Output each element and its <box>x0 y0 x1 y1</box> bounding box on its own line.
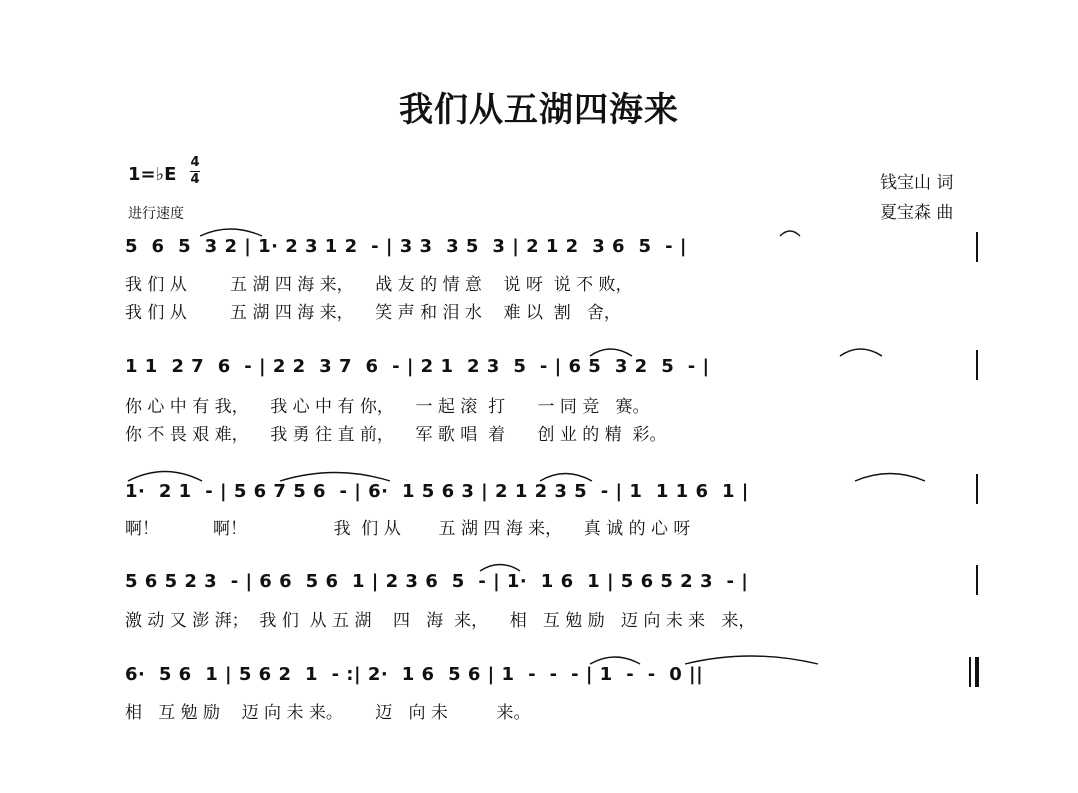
lyricist-credit: 钱宝山 词 <box>880 173 954 193</box>
lyric-line-1-verse-2: 我 们 从 五 湖 四 海 来， 笑 声 和 泪 水 难 以 割 舍， <box>125 303 621 323</box>
notation-line-3: 1· 2 1 - | 5 6 7 5 6 - | 6· 1 5 6 3 | 2 1 2 3 5 - | 1 1 1 6 1 | <box>125 481 749 502</box>
time-signature-bottom: 4 <box>190 172 200 187</box>
notation-line-4: 5 6 5 2 3 - | 6 6 5 6 1 | 2 3 6 5 - | 1· 1 6 1 | 5 6 5 2 3 - | <box>125 571 749 592</box>
lyric-line-4: 激 动 又 澎 湃； 我 们 从 五 湖 四 海 来， 相 互 勉 励 迈 向 未 来 来， <box>125 611 756 631</box>
time-signature-top: 4 <box>190 155 200 170</box>
notation-line-5: 6· 5 6 1 | 5 6 2 1 - :| 2· 1 6 5 6 | 1 - - - | 1 - - 0 || <box>125 664 704 685</box>
song-title: 我们从五湖四海来 <box>399 90 679 130</box>
lyric-line-3: 啊！ 啊！ 我 们 从 五 湖 四 海 来， 真 诚 的 心 呀 <box>125 519 691 539</box>
lyric-line-2-verse-2: 你 不 畏 艰 难， 我 勇 往 直 前， 军 歌 唱 着 创 业 的 精 彩。 <box>125 425 667 445</box>
notation-line-2: 1 1 2 7 6 - | 2 2 3 7 6 - | 2 1 2 3 5 - | 6 5 3 2 5 - | <box>125 356 710 377</box>
composer-credit: 夏宝森 曲 <box>880 203 954 223</box>
lyric-line-2-verse-1: 你 心 中 有 我， 我 心 中 有 你， 一 起 滚 打 一 同 竞 赛。 <box>125 397 650 417</box>
lyric-line-5: 相 互 勉 励 迈 向 未 来。 迈 向 未 来。 <box>125 703 531 723</box>
lyric-line-1-verse-1: 我 们 从 五 湖 四 海 来， 战 友 的 情 意 说 呀 说 不 败， <box>125 275 633 295</box>
notation-line-1: 5 6 5 3 2 | 1· 2 3 1 2 - | 3 3 3 5 3 | 2 1 2 3 6 5 - | <box>125 236 687 257</box>
key-signature: 1=♭E <box>128 164 177 185</box>
tempo-marking: 进行速度 <box>128 206 184 222</box>
